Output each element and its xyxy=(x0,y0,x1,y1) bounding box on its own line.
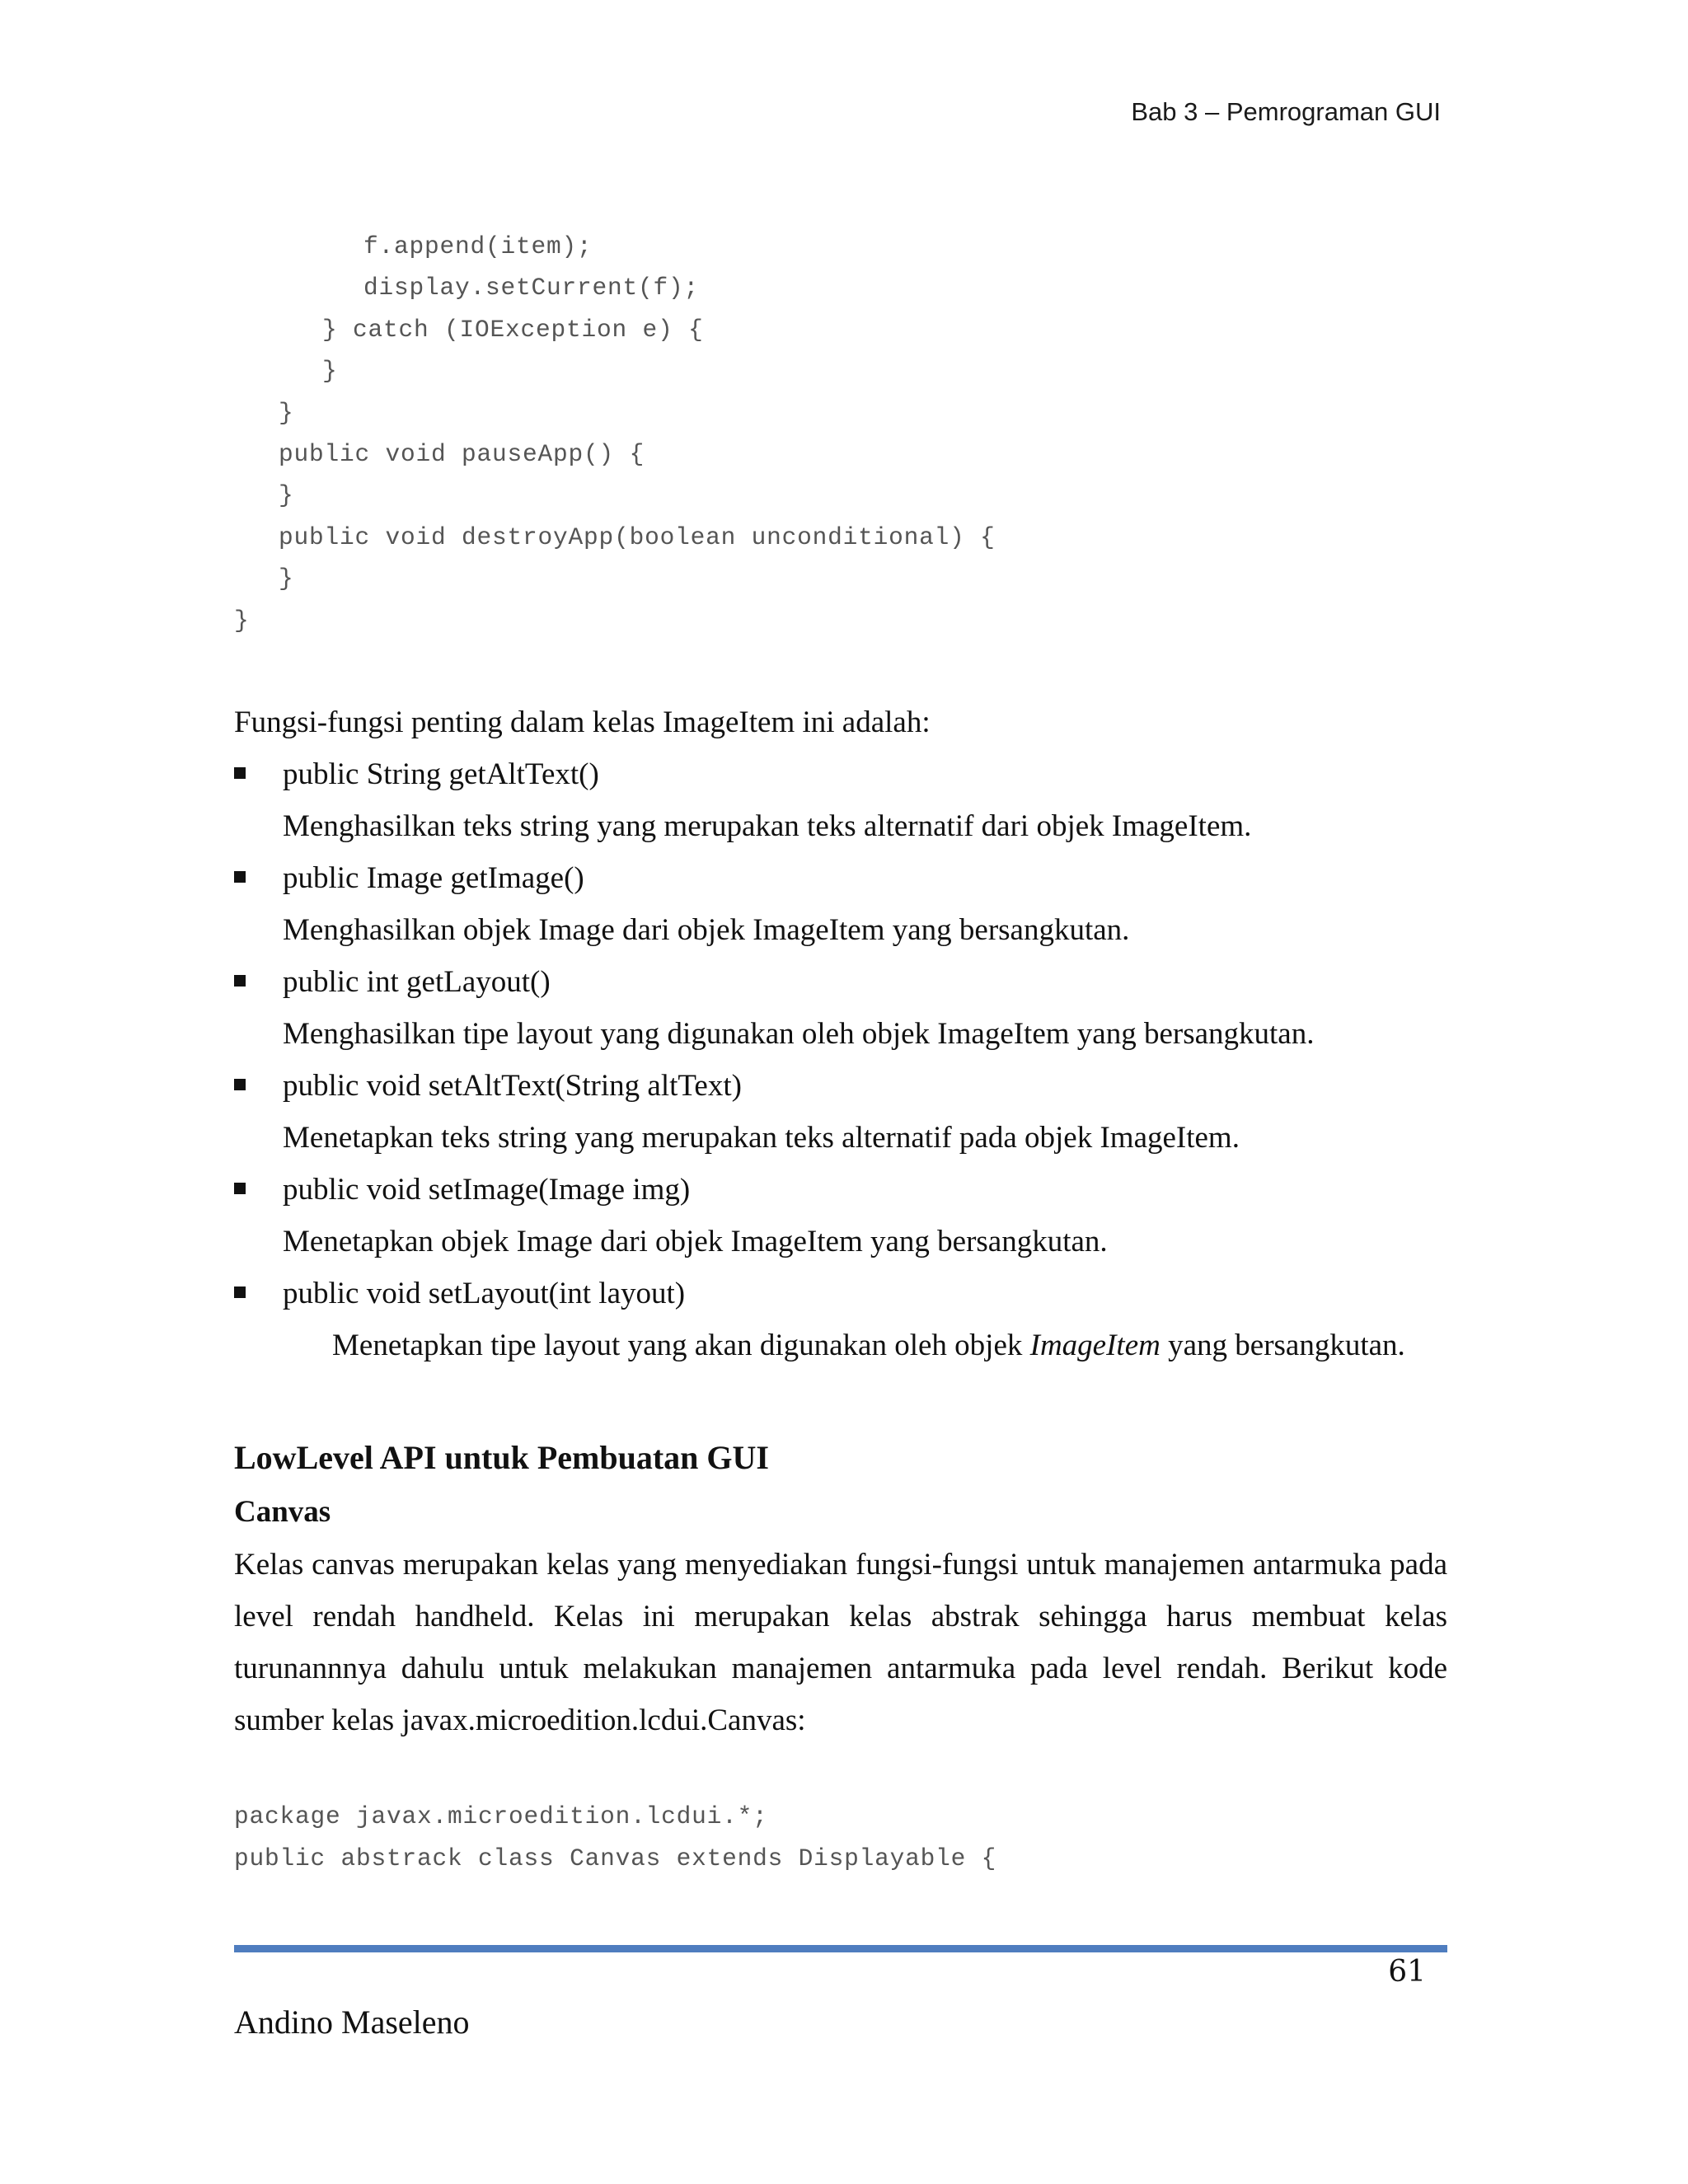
body-paragraph: Kelas canvas merupakan kelas yang menyediakan fungsi-fungsi untuk manajemen antarmuka pada level rendah handheld. Kelas ini merupakan kelas abstrak sehingga harus membuat kelas turunannnya dahulu untuk melakukan manajemen antarmuka pada level rendah. Berikut kode sumber kelas javax.microedition.lcdui.Canvas: xyxy=(234,1548,1447,1737)
function-description: Menghasilkan tipe layout yang digunakan oleh objek ImageItem yang bersangkutan. xyxy=(283,1017,1315,1051)
function-signature: public int getLayout() xyxy=(283,965,551,999)
code-line: } catch (IOException e) { xyxy=(322,316,704,344)
code-line: package javax.microedition.lcdui.*; xyxy=(234,1802,768,1830)
bullet-icon xyxy=(234,767,246,779)
bullet-icon xyxy=(234,871,246,883)
code-line: } xyxy=(322,357,338,385)
bullet-icon xyxy=(234,1079,246,1090)
code-line: } xyxy=(279,399,294,427)
code-line: } xyxy=(279,565,294,593)
function-description: Menetapkan objek Image dari objek ImageItem yang bersangkutan. xyxy=(283,1225,1108,1258)
code-line: public void destroyApp(boolean unconditional) { xyxy=(279,523,996,551)
function-description xyxy=(332,1328,1405,1363)
code-line: display.setCurrent(f); xyxy=(363,274,700,302)
code-line: f.append(item); xyxy=(363,232,593,260)
description-text: Menetapkan tipe layout yang akan digunakan oleh objek xyxy=(332,1329,1030,1362)
running-header: Bab 3 – Pemrograman GUI xyxy=(1131,97,1441,126)
author-name: Andino Maseleno xyxy=(234,2004,470,2041)
function-description: Menetapkan teks string yang merupakan teks alternatif pada objek ImageItem. xyxy=(283,1121,1240,1155)
section-title: LowLevel API untuk Pembuatan GUI xyxy=(234,1439,769,1476)
function-signature: public Image getImage() xyxy=(283,861,584,895)
description-italic: ImageItem xyxy=(1029,1329,1160,1362)
bullet-icon xyxy=(234,1183,246,1194)
code-line: public abstrack class Canvas extends Displayable { xyxy=(234,1844,997,1872)
subsection-title: Canvas xyxy=(234,1495,331,1529)
function-signature: public String getAltText() xyxy=(283,757,599,791)
function-description: Menghasilkan teks string yang merupakan teks alternatif dari objek ImageItem. xyxy=(283,809,1252,843)
bullet-icon xyxy=(234,1286,246,1298)
code-line: public void pauseApp() { xyxy=(279,440,645,468)
description-text: yang bersangkutan. xyxy=(1160,1329,1405,1362)
bullet-icon xyxy=(234,975,246,987)
code-line: } xyxy=(279,481,294,509)
code-line: } xyxy=(234,607,250,635)
function-signature: public void setImage(Image img) xyxy=(283,1173,691,1207)
page-number: 61 xyxy=(1388,1955,1426,1989)
footer-divider xyxy=(234,1945,1447,1952)
function-signature: public void setLayout(int layout) xyxy=(283,1277,686,1310)
function-description: Menghasilkan objek Image dari objek ImageItem yang bersangkutan. xyxy=(283,913,1130,947)
function-signature: public void setAltText(String altText) xyxy=(283,1069,742,1103)
functions-intro: Fungsi-fungsi penting dalam kelas ImageItem ini adalah: xyxy=(234,705,931,739)
